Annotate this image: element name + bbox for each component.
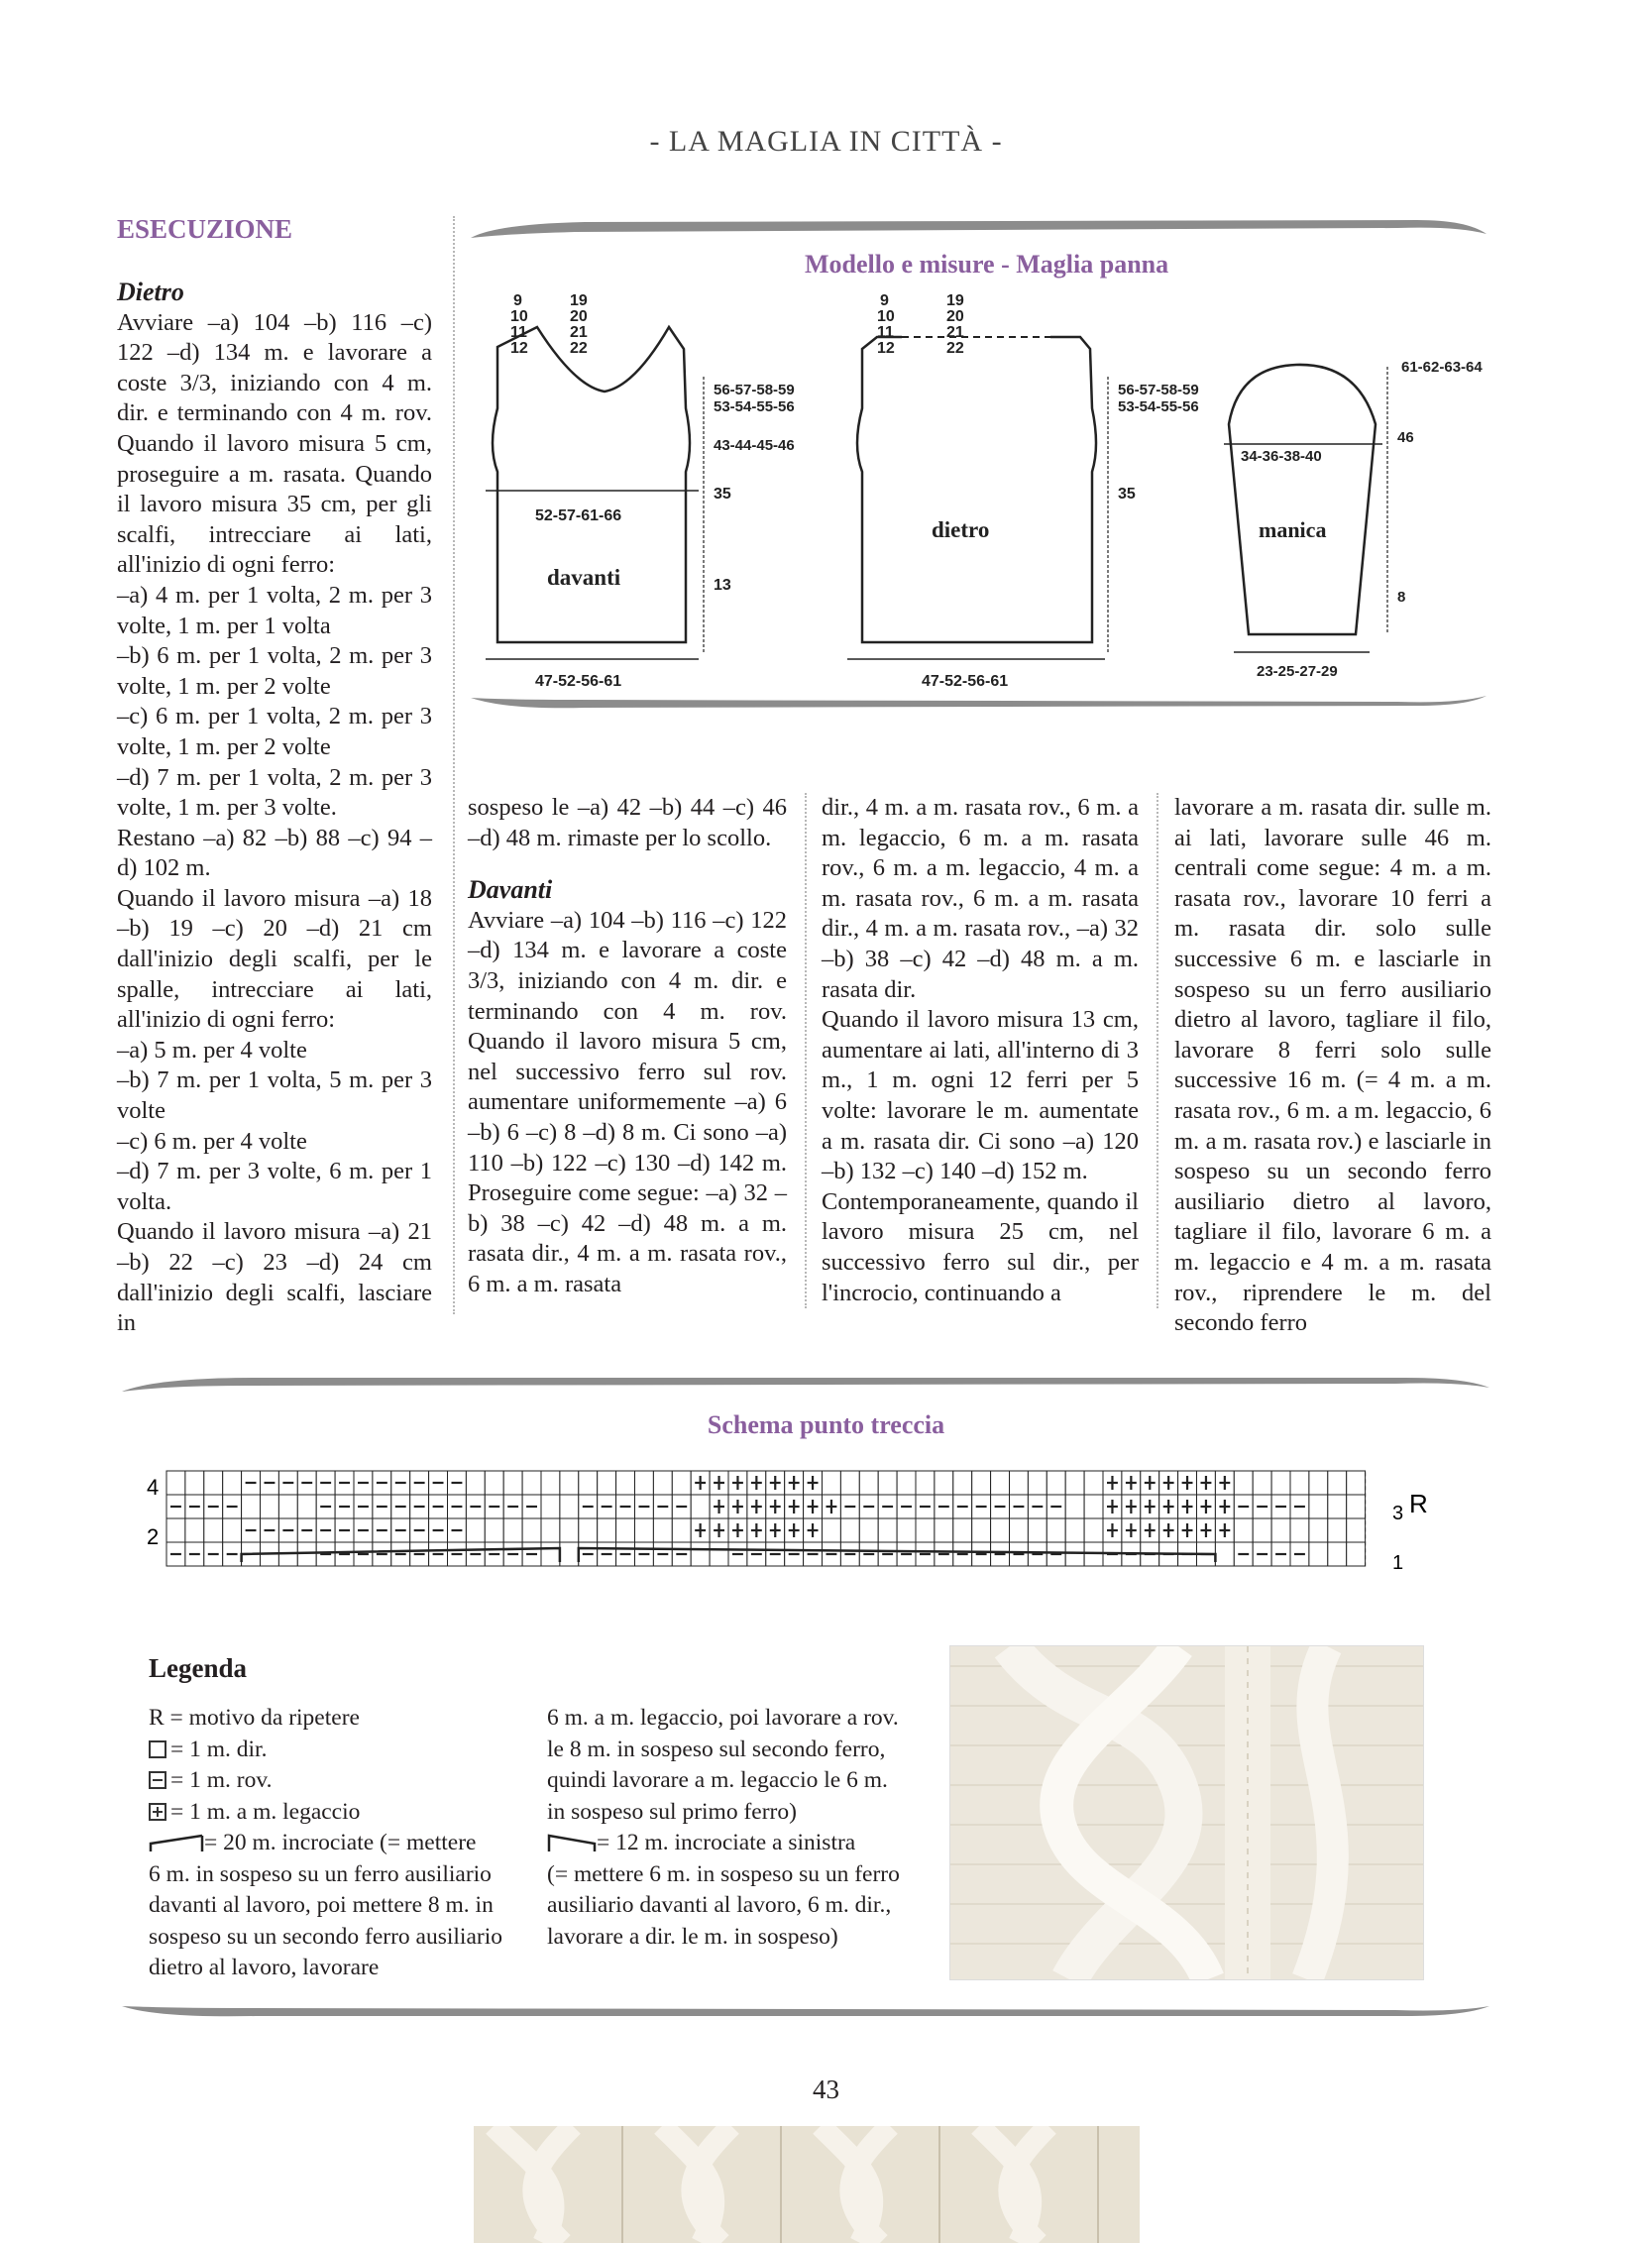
chart-cell <box>935 1471 953 1495</box>
neck-size: 9 <box>880 292 889 309</box>
davanti-piece <box>486 292 795 690</box>
chart-cell <box>653 1518 672 1542</box>
paragraph: –c) 6 m. per 4 volte <box>117 1127 307 1155</box>
paragraph: Avviare –a) 104 –b) 116 –c) 122 –d) 134 m. e lavorare a coste 3/3, iniziando con 4 m. dir. e terminando con 4 m. rov. Quando il lavoro misura 5 cm, proseguire a m. rasata. Quando il lavoro misura 35 cm, per gli scalfi, intrecciare ai lati, all'inizio di ogni ferro: <box>117 308 432 579</box>
dietro-label: dietro <box>932 517 990 542</box>
shoulder-size: 21 <box>946 324 964 341</box>
chart-cell <box>840 1471 859 1495</box>
chart-cell <box>1046 1471 1065 1495</box>
chart-cell <box>278 1495 297 1518</box>
text-column-2 <box>468 793 787 1300</box>
shoulder-size: 20 <box>946 308 964 325</box>
schematic-title: Modello e misure - Maglia panna <box>805 250 1169 279</box>
chart-cell <box>466 1471 485 1495</box>
legend-column-1 <box>149 1703 505 1984</box>
chart-cell <box>1271 1518 1290 1542</box>
legend-text: 6 m. a m. legaccio, poi lavorare a rov. le 8 m. in sospeso sul secondo ferro, quindi lavorare a m. legaccio le 6 m. in sospeso sul primo ferro) <box>547 1705 899 1825</box>
neck-size: 12 <box>510 340 528 357</box>
chart-cell <box>485 1471 503 1495</box>
column-divider <box>805 793 807 1308</box>
chart-cell <box>1309 1495 1328 1518</box>
row-label: 4 <box>147 1475 160 1500</box>
measure: 35 <box>1118 486 1136 503</box>
legend-text: = 1 m. dir. <box>170 1736 268 1762</box>
chart-cell <box>297 1495 316 1518</box>
chart-cell <box>1084 1471 1103 1495</box>
chart-cell <box>616 1518 635 1542</box>
chart-cell <box>972 1518 991 1542</box>
chart-cell <box>1271 1471 1290 1495</box>
chart-cell <box>859 1518 878 1542</box>
measure: 53-54-55-56 <box>714 398 795 415</box>
chart-cell <box>503 1471 522 1495</box>
chart-cell <box>223 1471 242 1495</box>
chart-cell <box>541 1471 560 1495</box>
chart-cell <box>1328 1542 1347 1566</box>
chart-cell <box>1215 1542 1234 1566</box>
divider-swoosh <box>466 210 1496 250</box>
legend-item-repeat: R = motivo da ripetere <box>149 1705 360 1731</box>
paragraph: –a) 5 m. per 4 volte <box>117 1036 307 1064</box>
legend-title: Legenda <box>149 1653 248 1683</box>
chart-cell <box>1065 1471 1084 1495</box>
neck-size: 10 <box>877 308 895 325</box>
chart-cell <box>1347 1542 1366 1566</box>
chart-cell <box>204 1518 223 1542</box>
chart-cell <box>1309 1542 1328 1566</box>
chart-cell <box>560 1495 579 1518</box>
chart-cell <box>579 1518 598 1542</box>
chart-cell <box>1010 1471 1029 1495</box>
column-divider <box>1156 793 1158 1308</box>
chart-cell <box>1046 1518 1065 1542</box>
measure: 35 <box>714 486 731 503</box>
chart-cell <box>823 1471 841 1495</box>
chart-cell <box>823 1518 841 1542</box>
legend-column-2 <box>547 1703 904 1953</box>
subtitle-dietro: Dietro <box>117 278 184 306</box>
measure: 56-57-58-59 <box>1118 382 1199 398</box>
shoulder-size: 19 <box>570 292 588 309</box>
chart-cell <box>1028 1471 1046 1495</box>
chart-cell <box>616 1471 635 1495</box>
chart-cell <box>1084 1495 1103 1518</box>
row-label: 2 <box>147 1524 160 1549</box>
dietro-piece <box>847 292 1199 690</box>
neck-size: 9 <box>513 292 522 309</box>
chart-cell <box>1065 1518 1084 1542</box>
chart-cell <box>204 1471 223 1495</box>
shoulder-size: 19 <box>946 292 964 309</box>
measure: 43-44-45-46 <box>714 437 795 454</box>
legend-text: = 1 m. rov. <box>170 1767 273 1793</box>
chart-cell <box>541 1542 560 1566</box>
chest-measure: 52-57-61-66 <box>535 507 622 524</box>
chart-cell <box>691 1542 710 1566</box>
chart-cell <box>1290 1518 1309 1542</box>
chart-cell <box>635 1518 654 1542</box>
legend-text: = 20 m. incrociate (= mettere <box>204 1830 477 1855</box>
chart-cell <box>1328 1518 1347 1542</box>
legend-text: = 1 m. a m. legaccio <box>170 1798 361 1825</box>
divider-swoosh <box>117 1996 1494 2026</box>
chart-cell <box>1065 1542 1084 1566</box>
chart-cell <box>223 1518 242 1542</box>
chart-cell <box>840 1518 859 1542</box>
chart-cell <box>485 1518 503 1542</box>
plus-square-icon <box>149 1803 166 1821</box>
measure: 46 <box>1397 429 1414 446</box>
shoulder-size: 22 <box>570 340 588 357</box>
chart-cell <box>1010 1518 1029 1542</box>
paragraph: Quando il lavoro misura 13 cm, aumentare ai lati, all'interno di 3 m., 1 m. ogni 12 ferri per 5 volte: lavorare le m. aumentate a m. rasata dir. Ci sono –a) 120 –b) 132 –c) 140 –d) 152 m. <box>822 1006 1139 1185</box>
divider-swoosh <box>466 688 1496 718</box>
paragraph: Contemporaneamente, quando il lavoro misura 25 cm, nel successivo ferro sul dir., per l'incrocio, continuando a <box>822 1187 1139 1306</box>
chart-cell <box>916 1471 935 1495</box>
chart-cell <box>672 1471 691 1495</box>
cross-right-icon <box>149 1834 204 1853</box>
neck-size: 11 <box>877 324 894 341</box>
cable-knit-image <box>950 1646 1423 1979</box>
decorative-knit-strip <box>474 2126 1140 2243</box>
chart-cell <box>859 1471 878 1495</box>
chart-cell <box>466 1518 485 1542</box>
chart-cell <box>1253 1518 1271 1542</box>
chart-cell <box>1028 1518 1046 1542</box>
legend-text: 6 m. in sospeso su un ferro ausiliario davanti al lavoro, poi mettere 8 m. in sospeso su un secondo ferro ausiliario dietro al lavoro, lavorare <box>149 1860 502 1980</box>
legend-item-legaccio <box>149 1797 505 1829</box>
text-column-4 <box>1174 793 1491 1339</box>
chart-cell <box>185 1518 204 1542</box>
legend-text: (= mettere 6 m. in sospeso su un ferro ausiliario davanti al lavoro, 6 m. dir., lavorare a dir. le m. in sospeso) <box>547 1860 900 1950</box>
paragraph: Quando il lavoro misura –a) 18 –b) 19 –c) 20 –d) 21 cm dall'inizio degli scalfi, per le spalle, intrecciare ai lati, all'inizio di ogni ferro: <box>117 884 432 1034</box>
sleeve-bottom: 23-25-27-29 <box>1257 663 1338 680</box>
chart-cell <box>935 1518 953 1542</box>
shoulder-size: 21 <box>570 324 588 341</box>
chart-cell <box>185 1471 204 1495</box>
chart-cell <box>1084 1518 1103 1542</box>
manica-piece <box>1224 359 1483 680</box>
davanti-label: davanti <box>547 565 621 590</box>
chart-cell <box>878 1518 897 1542</box>
chart-cell <box>672 1518 691 1542</box>
garment-schematic <box>466 278 1496 714</box>
chart-cell <box>1347 1518 1366 1542</box>
chart-cell <box>991 1471 1010 1495</box>
paragraph: –b) 6 m. per 1 volta, 2 m. per 3 volte, 1 m. per 2 volte <box>117 642 432 700</box>
running-header: - LA MAGLIA IN CITTÀ - <box>649 125 1003 158</box>
cross-left-icon <box>547 1834 597 1853</box>
chart-cell <box>166 1518 185 1542</box>
row-label: 1 <box>1392 1552 1404 1572</box>
chart-cell <box>653 1471 672 1495</box>
chart-cell <box>1253 1471 1271 1495</box>
chart-cell <box>1328 1471 1347 1495</box>
chart-cell <box>541 1518 560 1542</box>
chart-cell <box>503 1518 522 1542</box>
shoulder-size: 22 <box>946 340 964 357</box>
chart-cell <box>916 1518 935 1542</box>
sleeve-width: 34-36-38-40 <box>1241 448 1322 465</box>
page-number: 43 <box>813 2075 839 2104</box>
chart-cell <box>261 1495 279 1518</box>
chart-cell <box>710 1542 728 1566</box>
shoulder-size: 20 <box>570 308 588 325</box>
chart-cell <box>878 1471 897 1495</box>
measure: 53-54-55-56 <box>1118 398 1199 415</box>
chart-cell <box>1347 1471 1366 1495</box>
chart-cell <box>560 1542 579 1566</box>
chart-cell <box>1328 1495 1347 1518</box>
measure: 8 <box>1397 589 1406 606</box>
neck-size: 10 <box>510 308 528 325</box>
chart-cell <box>897 1518 916 1542</box>
chart-cell <box>991 1518 1010 1542</box>
legend-text: = 12 m. incrociate a sinistra <box>597 1830 856 1855</box>
chart-cell <box>972 1471 991 1495</box>
bottom-measure: 47-52-56-61 <box>535 673 622 690</box>
chart-cell <box>1309 1471 1328 1495</box>
chart-cell <box>579 1471 598 1495</box>
column-divider <box>453 216 455 1314</box>
chart-cell <box>1347 1495 1366 1518</box>
chart-cell <box>691 1495 710 1518</box>
knit-strip-image <box>474 2126 1140 2243</box>
neck-size: 12 <box>877 340 895 357</box>
paragraph: –a) 4 m. per 1 volta, 2 m. per 3 volte, 1 m. per 1 volta <box>117 581 432 639</box>
chart-cell <box>242 1495 261 1518</box>
repeat-label: R <box>1409 1489 1428 1518</box>
chart-cell <box>598 1471 616 1495</box>
bottom-measure: 47-52-56-61 <box>922 673 1009 690</box>
chart-cell <box>1309 1518 1328 1542</box>
minus-square-icon <box>149 1771 166 1789</box>
paragraph: –d) 7 m. per 3 volte, 6 m. per 1 volta. <box>117 1158 432 1215</box>
chart-cell <box>1234 1471 1253 1495</box>
neck-size: 11 <box>510 324 527 341</box>
stitch-chart <box>139 1463 1457 1572</box>
paragraph: lavorare a m. rasata dir. sulle m. ai lati, lavorare sulle 46 m. centrali come segue: 4 m. a m. rasata rov., lavorare 10 ferri a m. rasata dir. solo sulle successive 6 m. e lasciarle in sospeso su un ferro ausiliario dietro al lavoro, tagliare il filo, lavorare 8 ferri solo sulle successive 16 m. (= 4 m. a m. rasata rov., 6 m. a m. legaccio, 6 m. a m. rasata rov.) e lasciarle in sospeso su un secondo ferro ausiliario dietro al lavoro, tagliare il filo, lavorare 6 m. a m. legaccio e 4 m. a m. rasata rov., riprendere le m. del secondo ferro <box>1174 794 1491 1337</box>
chart-cell <box>953 1518 972 1542</box>
cable-knit-photo <box>949 1645 1424 1980</box>
chart-cell <box>953 1471 972 1495</box>
chart-cell <box>1290 1471 1309 1495</box>
paragraph: Avviare –a) 104 –b) 116 –c) 122 –d) 134 m. e lavorare a coste 3/3, iniziando con 4 m. dir. e terminando con 4 m. rov. Quando il lavoro misura 5 cm, nel successivo ferro sul rov. aumentare uniformemente –a) 6 –b) 6 –c) 8 –d) 8 m. Ci sono –a) 110 –b) 122 –c) 130 –d) 142 m. Proseguire come segue: –a) 32 –b) 38 –c) 42 –d) 48 m. a m. rasata dir., 4 m. a m. rasata rov., 6 m. a m. rasata <box>468 906 787 1297</box>
paragraph: –d) 7 m. per 1 volta, 2 m. per 3 volte, 1 m. per 3 volte. <box>117 763 432 822</box>
text-column-3 <box>822 793 1139 1308</box>
paragraph: Restano –a) 82 –b) 88 –c) 94 –d) 102 m. <box>117 824 432 882</box>
divider-swoosh <box>117 1370 1494 1400</box>
paragraph: –c) 6 m. per 1 volta, 2 m. per 3 volte, 1 m. per 2 volte <box>117 703 432 760</box>
measure: 56-57-58-59 <box>714 382 795 398</box>
stitch-chart-title: Schema punto treccia <box>707 1410 945 1439</box>
legend-item-dir <box>149 1735 505 1766</box>
empty-square-icon <box>149 1740 166 1758</box>
manica-label: manica <box>1259 517 1327 542</box>
chart-cell <box>1234 1518 1253 1542</box>
legend-item-cross-left <box>547 1828 904 1859</box>
legend-item-rov <box>149 1765 505 1797</box>
chart-cell <box>522 1518 541 1542</box>
chart-cell <box>598 1518 616 1542</box>
paragraph: Quando il lavoro misura –a) 21 –b) 22 –c) 23 –d) 24 cm dall'inizio degli scalfi, lasciare in <box>117 1218 432 1337</box>
paragraph: –b) 7 m. per 1 volta, 5 m. per 3 volte <box>117 1066 432 1125</box>
chart-cell <box>522 1471 541 1495</box>
chart-cell <box>541 1495 560 1518</box>
sleeve-top: 61-62-63-64 <box>1401 359 1483 376</box>
measure: 13 <box>714 577 731 594</box>
row-label: 3 <box>1392 1503 1404 1524</box>
chart-cell <box>560 1518 579 1542</box>
paragraph: dir., 4 m. a m. rasata rov., 6 m. a m. legaccio, 6 m. a m. rasata rov., 6 m. a m. legaccio, 4 m. a m. rasata rov., 6 m. a m. rasata dir., 4 m. a m. rasata rov., –a) 32 –b) 38 –c) 42 –d) 48 m. a m. rasata dir. <box>822 794 1139 1003</box>
chart-cell <box>166 1471 185 1495</box>
legend-item-cross-right <box>149 1828 505 1859</box>
subtitle-davanti: Davanti <box>468 875 553 905</box>
section-title: ESECUZIONE <box>117 214 293 244</box>
paragraph: sospeso le –a) 42 –b) 44 –c) 46 –d) 48 m. rimaste per lo scollo. <box>468 794 787 851</box>
chart-cell <box>560 1471 579 1495</box>
chart-cell <box>635 1471 654 1495</box>
text-column-1 <box>117 278 432 1339</box>
chart-cell <box>897 1471 916 1495</box>
chart-cell <box>1065 1495 1084 1518</box>
